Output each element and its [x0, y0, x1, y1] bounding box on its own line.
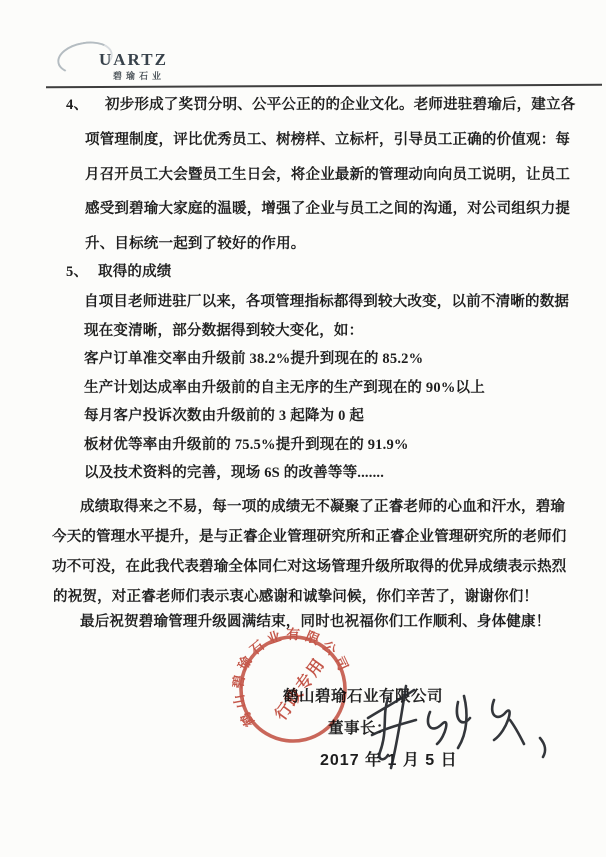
text-line: 初步形成了奖罚分明、公平公正的的企业文化。老师进驻碧瑜后，建立各: [105, 97, 576, 113]
text-line: 今天的管理水平提升，是与正睿企业管理研究所和正睿企业管理研究所的老师们: [52, 529, 567, 545]
list-item-5-heading: [66, 262, 172, 282]
logo-brand-text: UARTZ: [99, 50, 168, 69]
document-date: 2017 年 1 月 5 日: [320, 752, 458, 769]
text-line: 月召开员工大会暨员工生日会，将企业最新的管理动向向员工说明，让员工: [85, 167, 571, 183]
metric-line-board-grade: 板材优等率由升级前的 75.5%提升到现在的 91.9%: [84, 437, 409, 453]
list-item-4-line-1: [66, 95, 575, 115]
text-line: 功不可没，在此我代表碧瑜全体同仁对这场管理升级所取得的优异成绩表示热烈: [52, 559, 567, 575]
text-line: 项管理制度，评比优秀员工、树榜样、立标杆，引导员工正确的价值观：每: [85, 132, 571, 148]
list-item-5-number: 5、: [66, 264, 89, 280]
metric-line-6s: 以及技术资料的完善，现场 6S 的改善等等.......: [84, 465, 385, 481]
closing-wish-line: 最后祝贺碧瑜管理升级圆满结束，同时也祝福你们工作顺利、身体健康！: [80, 614, 551, 630]
company-logo: [55, 40, 185, 88]
text-line: 现在变清晰，部分数据得到较大变化，如：: [84, 323, 364, 339]
metric-line-order-rate: 客户订单准交率由升级前 38.2%提升到现在的 85.2%: [84, 351, 424, 367]
seal-ring-text: 鹤山碧瑜石业有限公司: [230, 626, 353, 730]
text-line: 成绩取得来之不易，每一项的成绩无不凝聚了正睿老师的心血和汗水，碧瑜: [80, 499, 566, 515]
text-line: 升、目标统一起到了较好的作用。: [85, 236, 306, 252]
list-item-4-number: 4、: [66, 97, 89, 113]
logo-subtitle: 碧瑜石业: [113, 71, 166, 81]
chairman-signature: [358, 678, 568, 778]
chairman-label: 董事长：: [328, 720, 393, 737]
text-line: 自项目老师进驻厂以来，各项管理指标都得到较大改变，以前不清晰的数据: [84, 294, 570, 310]
metric-line-complaints: 每月客户投诉次数由升级前的 3 起降为 0 起: [84, 408, 365, 424]
signing-company-name: 鹤山碧瑜石业有限公司: [283, 688, 444, 705]
seal-center-text: 行政专用: [271, 654, 329, 724]
metric-line-production-plan: 生产计划达成率由升级前的自主无序的生产到现在的 90%以上: [84, 380, 485, 396]
text-line: 感受到碧瑜大家庭的温暖，增强了企业与员工之间的沟通，对公司组织力提: [85, 201, 571, 217]
section-5-title: 取得的成绩: [98, 264, 172, 280]
text-line: 的祝贺，对正睿老师们表示衷心感谢和诚挚问候，你们辛苦了，谢谢你们！: [53, 589, 539, 605]
